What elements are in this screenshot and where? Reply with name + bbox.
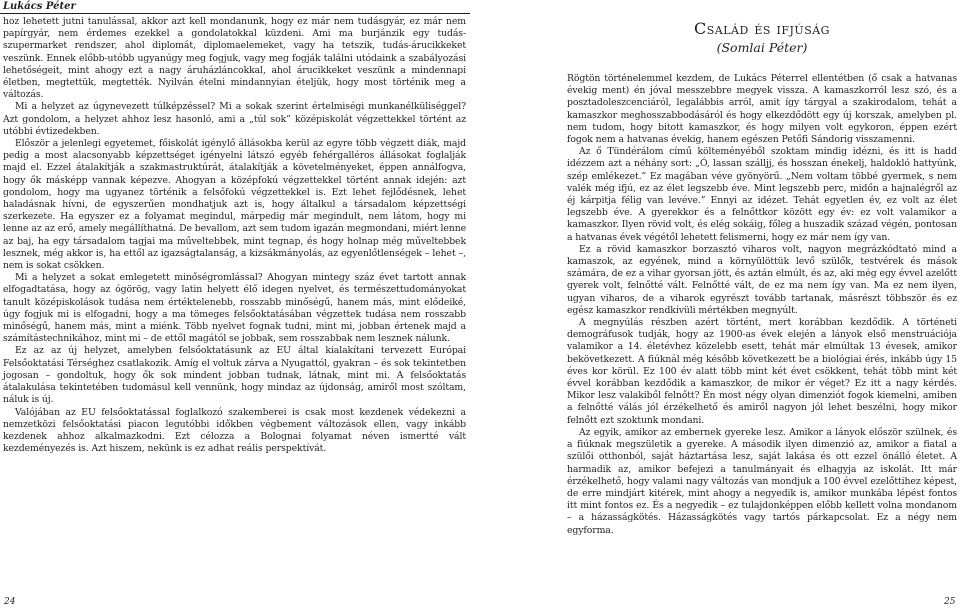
paragraph: Rögtön történelemmel kezdem, de Lukács Péterrel ellentétben (ő csak a hatvanas évekig ment) én jóval messzebbre megyek vissza. A kamaszkorról lesz szó, és a posztadoleszcenciáról, legalábbis arról, amit így tárgyal a szakirodalom, tehát a kamaszkor meghosszabbodásáról és hogy elkezdődött egy új korszak, amelyben pl. nem tudom, hogy bitott kamaszkor, és hogy milyen volt egykoron, éppen ezért fogok nem a hatvanas évekig, hanem egészen Petőfi Sándorig visszamenni. (567, 73, 957, 146)
left-text-column (3, 16, 466, 455)
paragraph: Ez az az új helyzet, amelyben felsőoktatásunk az EU által kialakítani tervezett Európai Felsőoktatási Térséghez csatlakozik. Amíg el voltuk zárva a Nyugattól, gyakran – és sok tekintetben jogosan – gondoltuk, hogy ők sok mindent jobban tudnak, látnak, mint mi. A felsőoktatás átalakulása tekintetében tudomásul kell vennünk, hogy mindaz az újdonság, amiről most szóltam, náluk is új. (3, 345, 466, 406)
running-head: Lukács Péter (3, 1, 76, 12)
chapter-title: Család és ifjúság (694, 19, 830, 38)
paragraph: Az egyik, amikor az embernek gyereke lesz. Amikor a lányok először szülnek, és a fiúknak megszületik a gyereke. A második ilyen dimenzió az, amikor a fiatal a szülői otthonból, saját háztartása lesz, saját lakása és ott ezzel önálló életet. A harmadik az, amikor befejezi a tanulmányait és elhagyja az iskolát. Itt már érzékelhető, hogy valami nagy változás van mondjuk a 100 évvel ezelőttihez képest, de erre mindjárt kitérek, mint ahogy a negyedik is, amikor munkába lépést fontos itt mint fontos ez. És a negyedik – ez tulajdonképpen előbb kellett volna mondanom – a házasságkötés. Házasságkötés vagy tartós párkapcsolat. Ez a négy nem egyforma. (567, 426, 957, 536)
paragraph: A megnyúlás részben azért történt, mert korábban kezdődik. A történeti demográfusok tudják, hogy az 1900-as évek elején a lányok első menstruációja valamikor a 14. életévhez közelebb esett, tehát már elmúltak 13 évesek, amikor bekövetkezett. A fiúknál még később következett be a biológiai érés, inkább úgy 15 éves kor körül. Ez 100 év alatt több mint két évet csökkent, tehát több mint két évvel korábban kezdődik a kamaszkor, de mikor ér véget? Ez itt a nagy kérdés. Mikor lesz valakiből felnőtt? Én most négy olyan dimenziót fogok kiemelni, amiben a felnőtté válás jól érzékelhető és amiről nagyon jól lehet beszélni, hogy mikor felnőtt ezt szoktunk mondani. (567, 317, 957, 426)
paragraph: Ez a rövid kamaszkor borzasztó viharos volt, nagyon megrázkódtató mind a kamaszok, az egyének, mind a környülöttük levő szülők, testvérek és mások számára, de ez a vihar gyorsan jött, és aztán elmúlt, és az, aki még egy évvel azelőtt gyerek volt, felnőtté vált. Felnőtté vált, de ez ma nem így van. Ma ez nem ilyen, ugyan viharos, de a viharok egyrészt tovább tartanak, másrészt többször és ez egész kamaszkor rendkívüli mértékben megnyúlt. (567, 243, 957, 316)
paragraph: hoz lehetett jutni tanulással, akkor azt kell mondanunk, hogy ez már nem tudásgyár, ez már nem papírgyár, nem érdemes ezekkel a gondolatokkal küzdeni. Ami ma burjánzik egy tudás-szupermarket rendszer, ahol diplomát, diplomaelemeket, vagy ha tetszik, tudás-árucikkeket veszünk. Ennek előbb-utóbb ugyanúgy meg fogjuk, vagy meg fogják találni utódaink a szabályozási lehetőségeit, mint ahogy ezt a nagy áruházláncokkal, ahol árucikkeket veszünk a mindennapi életben, megtettük, megtették. Nyilván ételni mindannyian ételjük, hogy most történik meg a változás. (3, 16, 466, 101)
paragraph: Valójában az EU felsőoktatással foglalkozó szakemberei is csak most kezdenek védekezni a nemzetközi felsőoktatási piacon legutóbbi időkben végbement változások ellen, vagy inkább kezdenek ahhoz alkalmazkodni. Ezt célozza a Bolognai folyamat néven ismertté vált kezdeményezés is. Azt hiszem, nekünk is ez adhat reális perspektívát. (3, 406, 466, 455)
page-number-left: 24 (4, 597, 16, 607)
right-text-column (567, 73, 957, 537)
chapter-author: (Somlai Péter) (716, 40, 808, 55)
paragraph: Az ő Tündérálom című költeményéből szoktam mindig idézni, és itt is hadd idézzem azt a néhány sort: „Ó, lassan szálljj, és hosszan énekelj, haldokló hattyúnk, szép emlékezet.” Ez magában véve gyönyörű. „Nem voltam többé gyermek, s nem valék még ifjú, ez az élet legszebb éve. Mint legszebb perc, midőn a hajnalégről az éj kárpitja félig van levéve.” Ennyi az idézet. Tehát egyetlen év, ez volt az élet legszebb éve. A gyerekkor és a felnőttkor között egy év: ez volt valamikor a kamaszkor. Ilyen rövid volt, és elég sokáig, főleg a huszadik század végén, pontosan a hatvanas évek végétől lehetett felismerni, hogy ez már nem így van. (567, 146, 957, 243)
paragraph: Mi a helyzet az úgynevezett túlképzéssel? Mi a sokak szerint értelmiségi munkanélküliséggel? Azt gondolom, a helyzet ahhoz lesz hasonló, ami a „túl sok” középiskolát végzettekkel történt az utóbbi évtizedekben. (3, 101, 466, 137)
header-rule (0, 13, 470, 14)
paragraph: Mi a helyzet a sokat emlegetett minőségromlással? Ahogyan mintegy száz évet tartott annak elfogadtatása, hogy az ógörög, vagy latin helyett élő idegen nyelvet, és természettudományokat tanult középiskolások tudása nem értéktelenebb, rosszabb minőségű, hanem más, mint elődeiké, úgy fogjuk mi is elfogadni, hogy a ma tömeges felsőoktatásában végzettek tudása nem rosszabb minőségű, hanem más, mint a miénk. Több nyelvet fognak tudni, mint mi, jobban értenek majd a számítástechnikához, mint mi – de ettől magától se jobbak, sem rosszabbak nem lesznek nálunk. (3, 272, 466, 345)
page-number-right: 25 (944, 597, 956, 607)
paragraph: Először a jelenlegi egyetemet, főiskolát igénylő állásokba kerül az egyre több végzett diák, majd pedig a most alacsonyabb képzettséget igényelni látszó egyéb fehérgalléros állásokat foglalják majd el. Ezzel átalakítják a szakmastruktúrát, átalakítják a követelményeket, éppen annálfogva, hogy ők másképp vannak képezve. Ahogyan a középfokú végzettekkel történt annak idején: azt gondolom, hogy ma ugyanez történik a felsőfokú végzettekkel is. Ezt lehet fejlődésnek, lehet haladásnak hívni, de egyszerűen mondhatjuk azt is, hogy általkul a társadalom képzettségi szerkezete. Ha egyszer ez a folyamat megindul, márpedig már megindult, nem látom, hogy mi lenne az az erő, amely megállíthatná. De bevallom, azt sem tudom igazán megmondani, miért lenne az baj, ha egy társadalom tagjai ma műveltebbek, mint tegnap, és hogy holnap még műveltebbek lesznek, még akkor is, ha ettől az igazságtalanság, a kizsákmányolás, az egyenlőtlenségek – lehet –, nem is sokat csökken. (3, 138, 466, 272)
